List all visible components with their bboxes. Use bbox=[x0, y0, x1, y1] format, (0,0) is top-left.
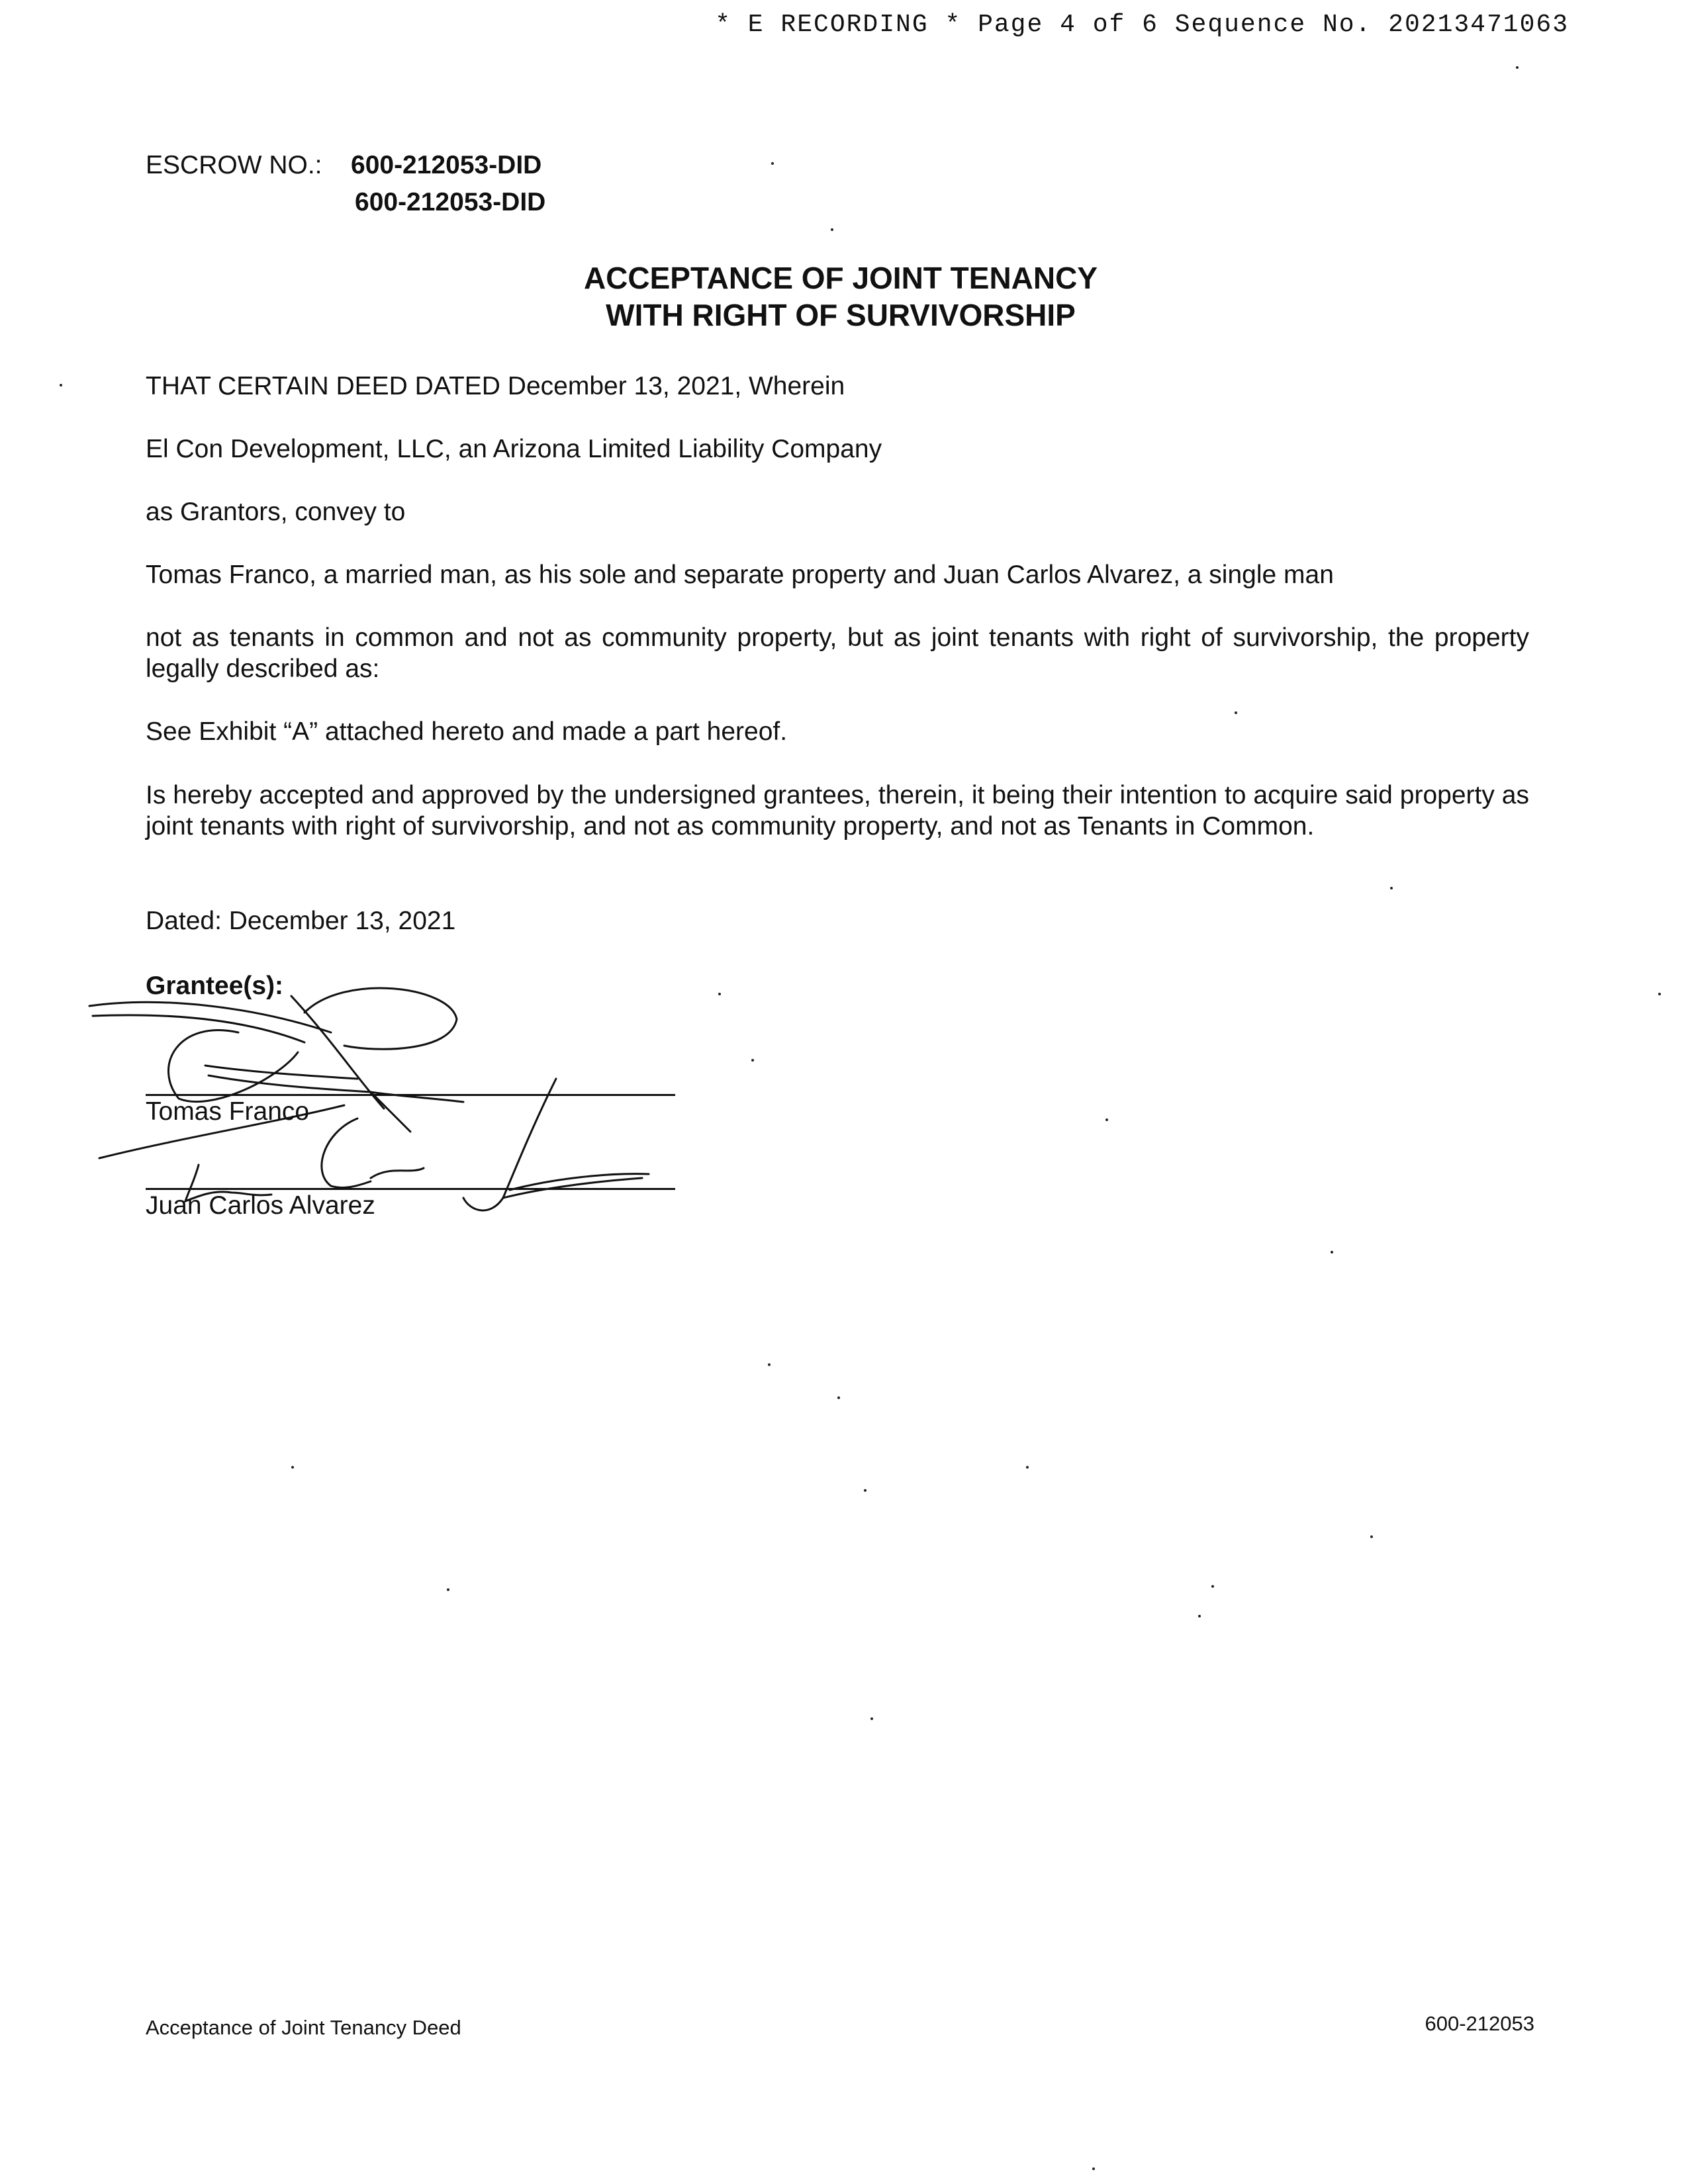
scan-speck bbox=[751, 1059, 754, 1062]
scan-speck bbox=[1658, 993, 1661, 995]
scan-speck bbox=[870, 1717, 873, 1720]
grantor-paragraph: El Con Development, LLC, an Arizona Limited Liability Company bbox=[146, 435, 882, 463]
scan-speck bbox=[60, 384, 62, 387]
grantee-heading: Grantee(s): bbox=[146, 972, 284, 1000]
footer-file-number: 600-212053 bbox=[1425, 2012, 1534, 2035]
scan-speck bbox=[831, 228, 833, 231]
scan-speck bbox=[1370, 1535, 1373, 1538]
scan-speck bbox=[1390, 887, 1393, 889]
title-line-2: WITH RIGHT OF SURVIVORSHIP bbox=[606, 298, 1076, 332]
scan-speck bbox=[1331, 1251, 1333, 1253]
signature-line-2 bbox=[146, 1188, 675, 1190]
acceptance-paragraph: Is hereby accepted and approved by the undersigned grantees, therein, it being their intention to acquire said property as joint tenants with right of survivorship, and not as community property, and not as Tenants in Common. bbox=[146, 781, 1529, 841]
document-title bbox=[0, 259, 1681, 334]
scan-speck bbox=[291, 1466, 294, 1469]
title-line-1: ACCEPTANCE OF JOINT TENANCY bbox=[583, 261, 1098, 295]
scan-speck bbox=[1105, 1118, 1108, 1121]
scan-speck bbox=[447, 1588, 449, 1591]
escrow-number-repeat: 600-212053-DID bbox=[355, 188, 546, 216]
signer-name-1: Tomas Franco bbox=[146, 1097, 310, 1126]
escrow-number: 600-212053-DID bbox=[351, 151, 542, 179]
deed-dated-paragraph: THAT CERTAIN DEED DATED December 13, 2021, Wherein bbox=[146, 372, 845, 400]
scan-speck bbox=[864, 1489, 867, 1492]
escrow-label: ESCROW NO.: bbox=[146, 151, 322, 179]
signature-line-1 bbox=[146, 1094, 675, 1096]
scan-speck bbox=[1516, 66, 1519, 69]
scan-speck bbox=[1198, 1615, 1201, 1617]
scan-speck bbox=[1092, 2167, 1095, 2170]
scan-speck bbox=[771, 162, 774, 165]
exhibit-paragraph: See Exhibit “A” attached hereto and made a part hereof. bbox=[146, 717, 788, 746]
recording-header: * E RECORDING * Page 4 of 6 Sequence No. 20213471063 bbox=[715, 11, 1569, 39]
scan-speck bbox=[718, 993, 721, 995]
dated-line: Dated: December 13, 2021 bbox=[146, 907, 456, 935]
as-grantors-paragraph: as Grantors, convey to bbox=[146, 498, 406, 526]
footer-document-name: Acceptance of Joint Tenancy Deed bbox=[146, 2016, 461, 2039]
scan-speck bbox=[768, 1363, 771, 1366]
scan-speck bbox=[837, 1396, 840, 1399]
signer-name-2: Juan Carlos Alvarez bbox=[146, 1191, 375, 1220]
scan-speck bbox=[1211, 1585, 1214, 1588]
grantees-paragraph: Tomas Franco, a married man, as his sole and separate property and Juan Carlos Alvarez, a single man bbox=[146, 561, 1334, 589]
scan-speck bbox=[1235, 711, 1237, 714]
tenancy-clause-paragraph: not as tenants in common and not as community property, but as joint tenants with right of survivorship, the property legally described as: bbox=[146, 623, 1529, 683]
escrow-block bbox=[146, 147, 545, 221]
scan-speck bbox=[1026, 1466, 1029, 1469]
